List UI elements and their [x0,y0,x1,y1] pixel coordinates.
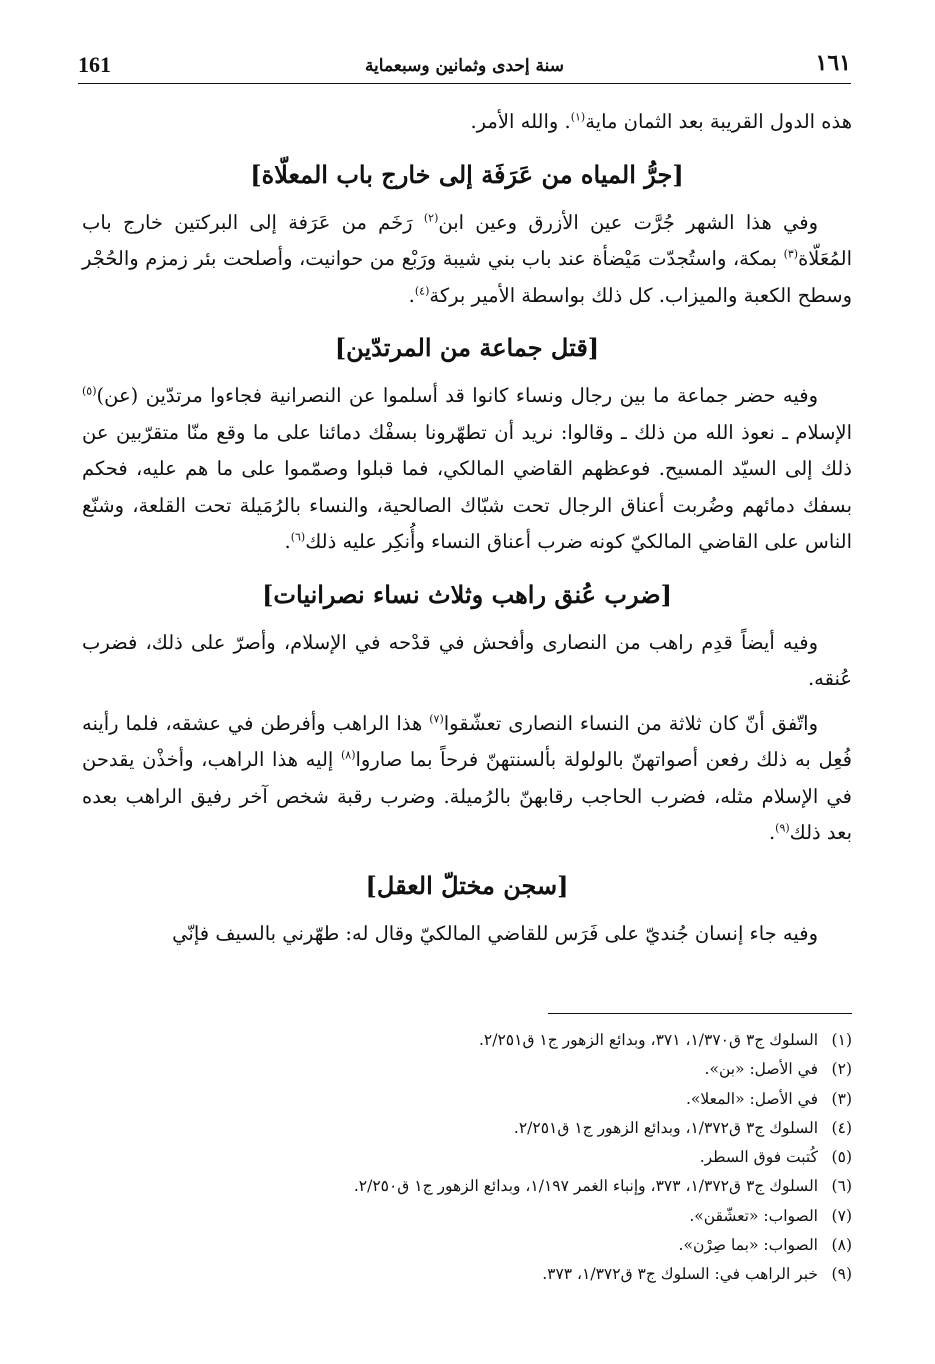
footnote-ref[interactable]: (٥) [82,384,97,398]
header-rule [78,83,851,84]
page-number-latin: 161 [78,52,111,77]
section-heading: [قتل جماعة من المرتدّين] [334,333,600,362]
footnote-item [82,1260,852,1289]
paragraph-monk: وفيه أيضاً قدِم راهب من النصارى وأفحش في قدْحه في الإسلام، وأصرّ على ذلك، فضرب عُنقه. [82,630,852,690]
footnote-item [82,1114,852,1143]
footnote-number: (٦) [831,1177,852,1196]
footnote-ref[interactable]: (١) [570,110,586,124]
paragraph-text: وفي هذا الشهر جُرَّت عين الأزرق وعين ابن [438,210,818,234]
paragraph-text: . [408,283,415,307]
footnote-ref[interactable]: (٢) [423,211,439,224]
footnote-ref[interactable]: (٤) [414,284,430,297]
section-heading: [جرُّ المياه من عَرَفَة إلى خارج باب المعلّاة] [250,159,684,189]
paragraph-water [82,205,852,315]
paragraph-text: هذه الدول القريبة بعد الثمان ماية [585,110,852,133]
footnote-item [82,1055,852,1084]
footnote-text: السلوك ج٣ ق١/٣٧٢، ٣٧٣، وإنباء الغمر ١/١٩٧، وبدائع الزهور ج١ ق٢/٢٥٠. [353,1177,818,1196]
footnote-text: السلوك ج٣ ق١/٣٧٢، وبدائع الزهور ج١ ق٢/٢٥١. [513,1118,818,1137]
footnote-number: (٢) [831,1060,852,1079]
section-heading: [سجن مختلّ العقل] [365,870,569,900]
paragraph-text: واتّفق أنّ كان ثلاثة من النساء النصارى تعشّقوا [443,711,818,735]
footnote-item [82,1143,852,1172]
paragraph-text: وفيه حضر جماعة ما بين رجال ونساء كانوا قد أسلموا عن النصرانية فجاءوا مرتدّين (عن) [96,384,818,407]
footnote-text: الصواب: «تعشّقن». [689,1206,818,1225]
paragraph-text: إليه هذا الراهب، وأخذْن يقدحن في الإسلام مثله، فضرب الحاجب رقابهنّ بالرُميلة. وضرب رقبة شخص آخر رفيق الراهب بعده بعد ذلك [82,748,852,844]
footnote-number: (٣) [831,1089,852,1108]
footnote-ref[interactable]: (٨) [340,748,356,762]
paragraph-text: الإسلام ـ نعوذ الله من ذلك ـ وقالوا: نريد أن تطهّرونا بسفْك دمائنا على ما وقع منّا متقرّبين عن ذلك إلى السيّد المسيح. فوعظهم القاضي المالكي، فما قبلوا وصمّموا على ما هم عليه، فحكم بسفك دمائهم وضُربت أعناق الرجال تحت شبّاك الصالحية، والنساء بالرُمَيلة تحت القلعة، وشنّع الناس على القاضي المالكيّ كونه ضرب أعناق النساء وأُنكِر عليه ذلك [82,420,852,553]
footnote-ref[interactable]: (٣) [783,247,799,261]
footnote-number: (١) [831,1031,852,1049]
paragraph-intro [82,104,852,141]
paragraph-text: . [768,821,776,844]
paragraph-soldier: وفيه جاء إنسان جُنديّ على فَرَس للقاضي المالكيّ وقال له: طهّرني بالسيف فإنّي [172,921,818,945]
paragraph-text: . [284,530,291,553]
running-title: سنة إحدى وثمانين وسبعماية [364,56,565,76]
footnote-number: (٨) [831,1236,852,1255]
footnote-number: (٤) [831,1118,852,1137]
page-number-arabic: ١٦١ [815,50,851,76]
footnote-ref[interactable]: (٦) [290,530,306,544]
footnote-number: (٩) [831,1265,852,1284]
footnote-ref[interactable]: (٧) [429,712,444,725]
footnote-text: السلوك ج٣ ق١/٣٧٠، ٣٧١، وبدائع الزهور ج١ ق٢/٢٥١. [478,1031,818,1049]
paragraph-text: رَخَم من عَرَفة إلى البركتين خارج باب المُعَلّاة [82,210,852,270]
footnote-item [82,1231,852,1260]
main-text [82,104,852,952]
section-heading: [ضرب عُنق راهب وثلاث نساء نصرانيات] [262,579,672,609]
footnote-text: في الأصل: «المعلا». [685,1089,818,1108]
footnote-number: (٥) [831,1148,852,1167]
footnote-ref[interactable]: (٩) [775,821,790,835]
paragraph-text: بمكة، واستُجدّت مَيْضأة عند باب بني شيبة ورَبْع من حوانيت، وأصلحت بئر زمزم والحُجْر وسطح الكعبة والميزاب. كل ذلك بواسطة الأمير بركة [82,247,852,307]
footnote-text: الصواب: «بما صِرْن». [678,1236,818,1255]
footnote-item [82,1172,852,1201]
footnote-text: في الأصل: «بن». [704,1060,818,1079]
running-header [78,50,851,84]
footnote-number: (٧) [831,1206,852,1225]
footnote-text: كُتبت فوق السطر. [699,1148,818,1167]
paragraph-text: . والله الأمر. [470,110,571,133]
footnote-item [82,1085,852,1114]
paragraph-text: هذا الراهب وأفرطن في عشقه، فلما رأينه فُعِل به ذلك رفعن أصواتهنّ بالولولة بألسنتهنّ فرحاً بما صاروا [82,711,852,771]
footnote-text: خبر الراهب في: السلوك ج٣ ق١/٣٧٢، ٣٧٣. [542,1265,818,1284]
footnote-rule [548,1013,852,1014]
footnote-item [82,1202,852,1231]
footnote-list [82,1026,852,1290]
footnote-item [82,1026,852,1055]
paragraph-women [82,706,852,852]
paragraph-apostates [82,378,852,561]
